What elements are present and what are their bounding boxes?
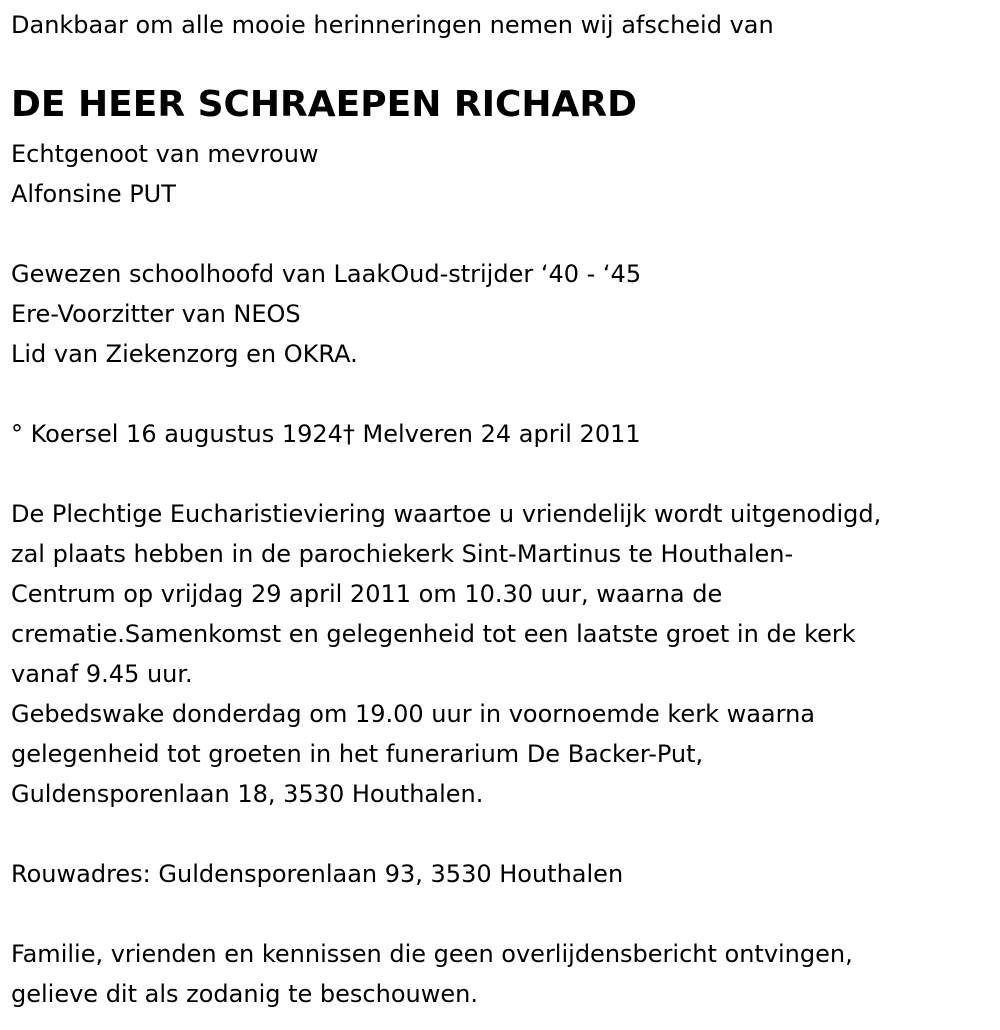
ceremony-line: Centrum op vrijdag 29 april 2011 om 10.30 uur, waarna de bbox=[11, 580, 723, 608]
spouse-line: Echtgenoot van mevrouw bbox=[11, 140, 319, 168]
mourning-address: Rouwadres: Guldensporenlaan 93, 3530 Houthalen bbox=[11, 860, 624, 888]
ceremony-line: De Plechtige Eucharistieviering waartoe u vriendelijk wordt uitgenodigd, bbox=[11, 500, 882, 528]
titles-block bbox=[11, 254, 991, 374]
ceremony-block bbox=[11, 494, 991, 814]
title-line: Lid van Ziekenzorg en OKRA. bbox=[11, 340, 358, 368]
ceremony-line: crematie.Samenkomst en gelegenheid tot een laatste groet in de kerk bbox=[11, 620, 856, 648]
ceremony-line: gelegenheid tot groeten in het funerarium De Backer-Put, bbox=[11, 740, 704, 768]
spouse-name: Alfonsine PUT bbox=[11, 180, 176, 208]
life-dates bbox=[11, 414, 991, 454]
family-note-line: Familie, vrienden en kennissen die geen overlijdensbericht ontvingen, bbox=[11, 940, 853, 968]
family-note-line: gelieve dit als zodanig te beschouwen. bbox=[11, 980, 478, 1008]
intro-text: Dankbaar om alle mooie herinneringen nemen wij afscheid van bbox=[11, 11, 774, 39]
mourning-address-block bbox=[11, 854, 991, 894]
title-line: Gewezen schoolhoofd van LaakOud-strijder ‘40 - ‘45 bbox=[11, 260, 642, 288]
title-line: Ere-Voorzitter van NEOS bbox=[11, 300, 301, 328]
ceremony-line: vanaf 9.45 uur. bbox=[11, 660, 193, 688]
ceremony-line: Guldensporenlaan 18, 3530 Houthalen. bbox=[11, 780, 484, 808]
spouse-block bbox=[11, 134, 991, 214]
birth-death-dates: ° Koersel 16 augustus 1924† Melveren 24 april 2011 bbox=[11, 420, 641, 448]
deceased-name: DE HEER SCHRAEPEN RICHARD bbox=[11, 84, 637, 125]
ceremony-line: zal plaats hebben in de parochiekerk Sint-Martinus te Houthalen- bbox=[11, 540, 794, 568]
ceremony-line: Gebedswake donderdag om 19.00 uur in voornoemde kerk waarna bbox=[11, 700, 815, 728]
family-note-block bbox=[11, 934, 991, 1014]
